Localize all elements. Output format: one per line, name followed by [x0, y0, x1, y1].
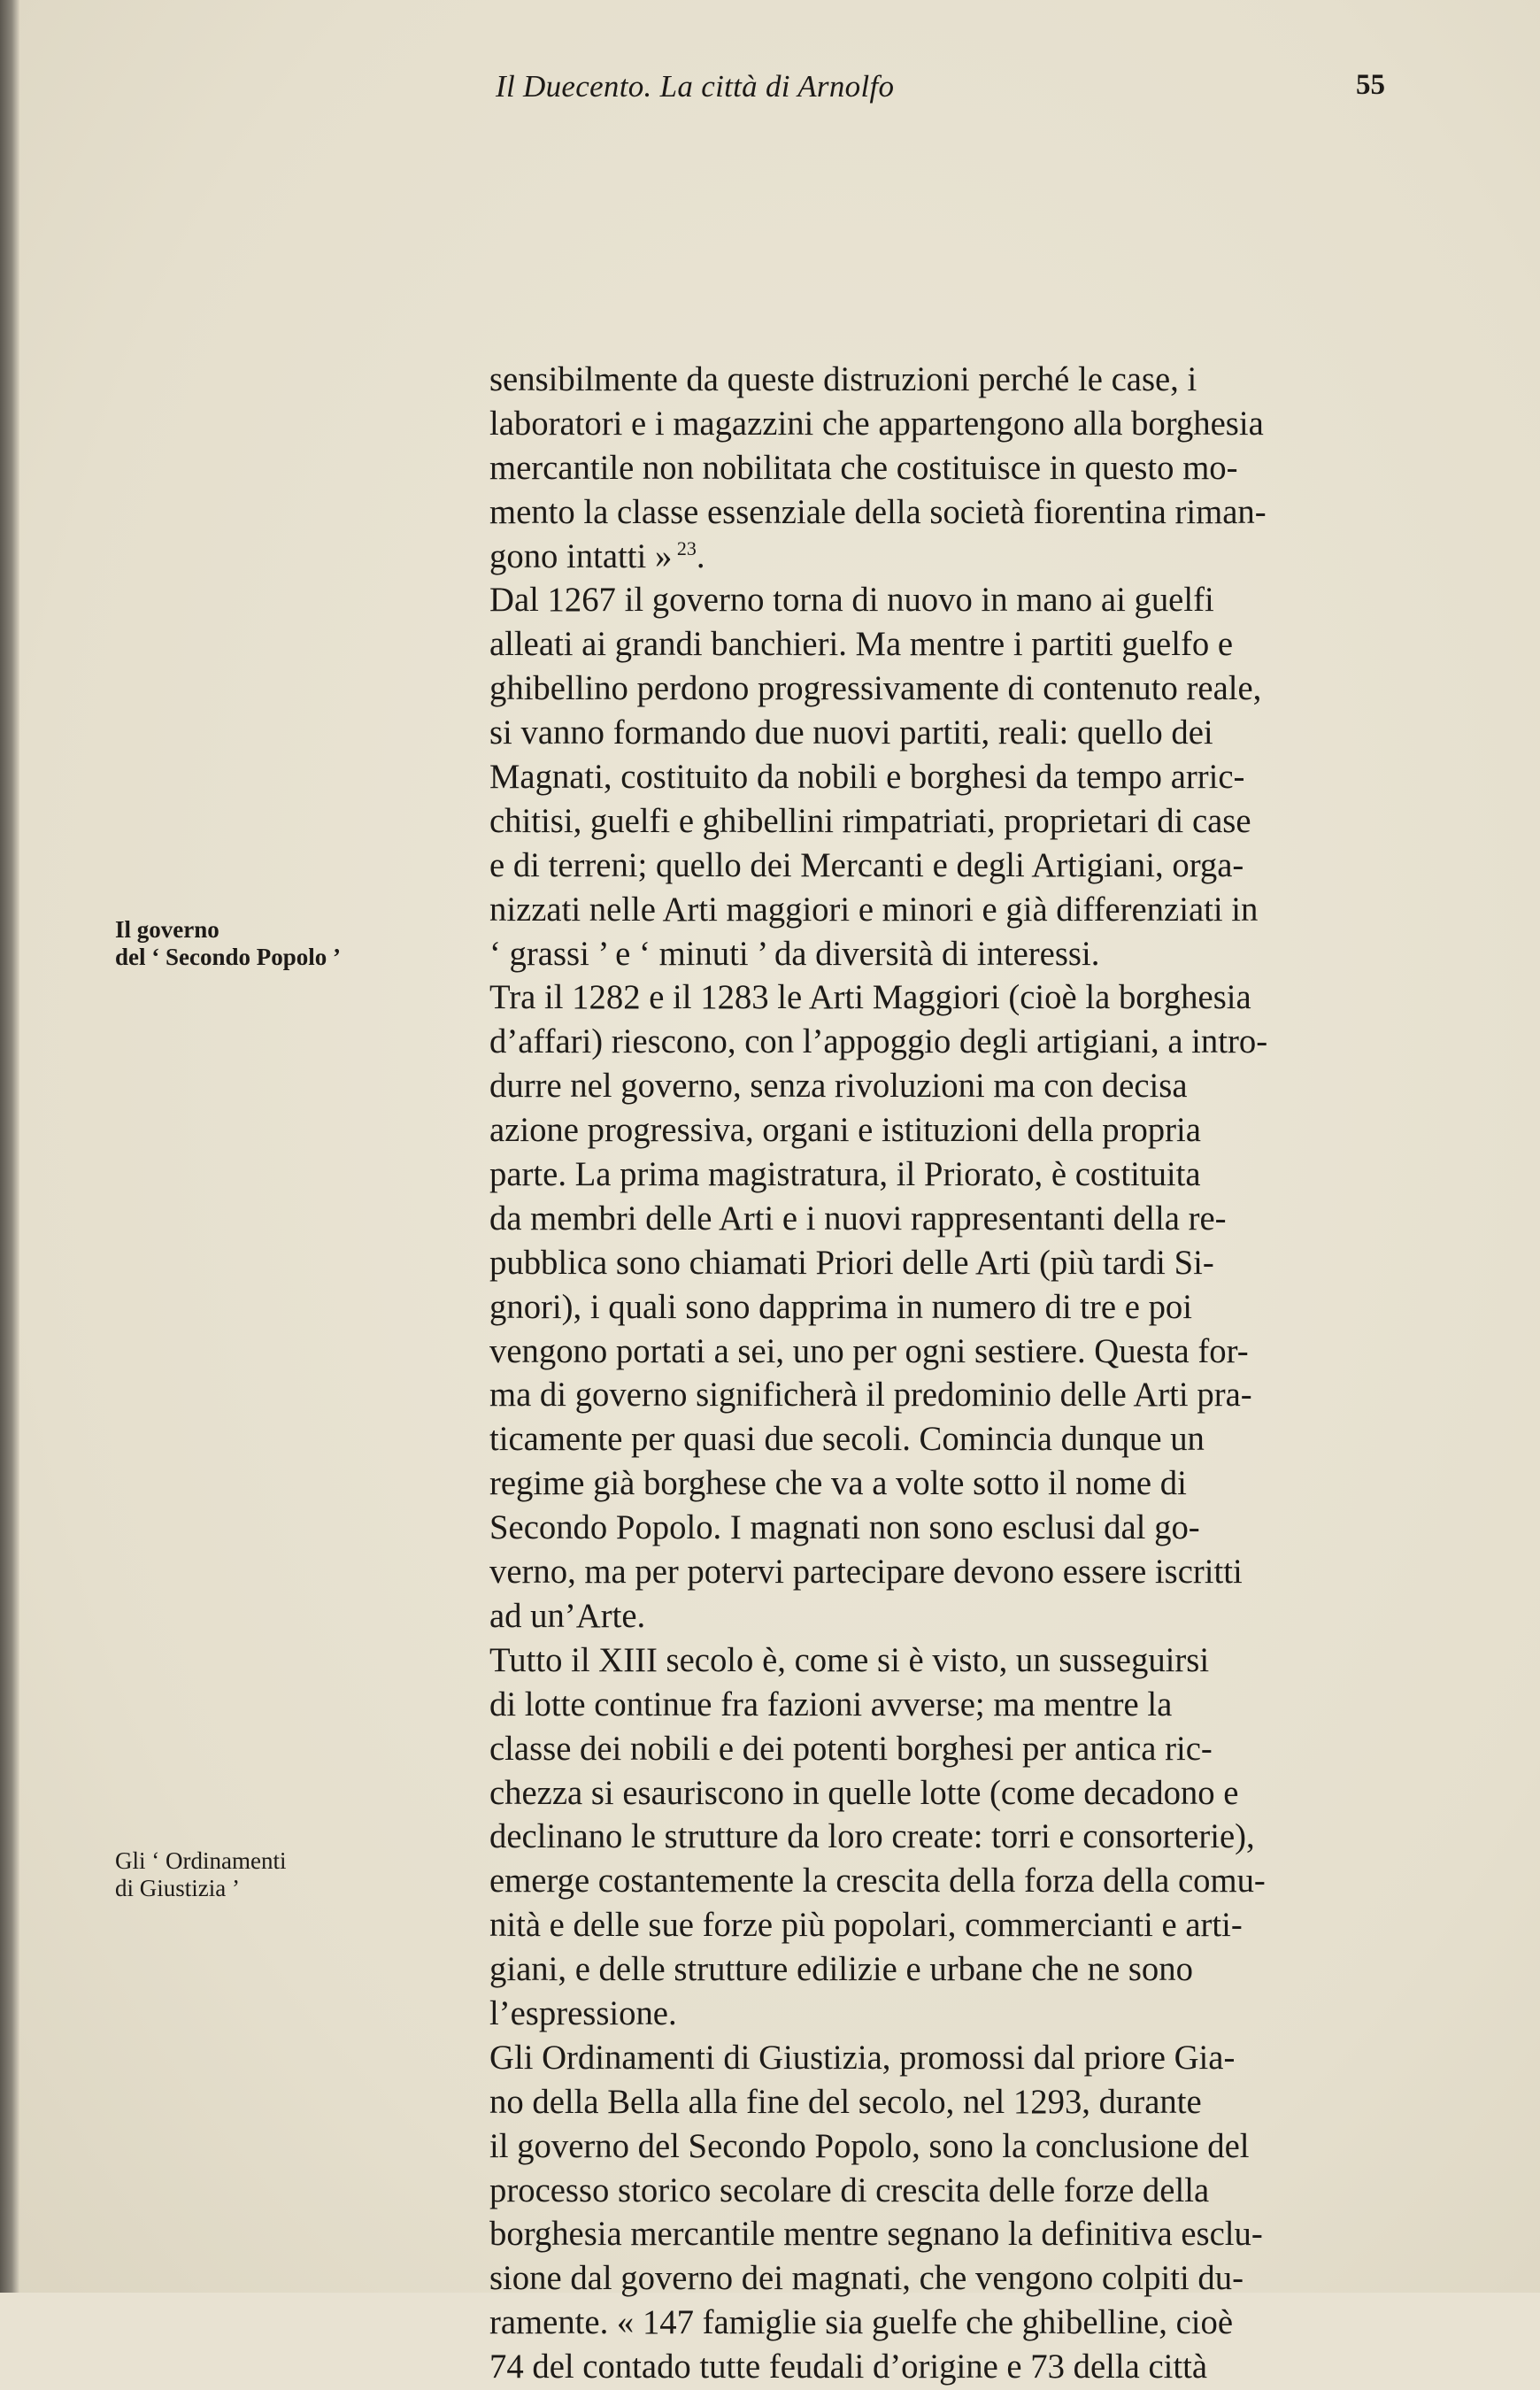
margin-note-line: Gli ‘ Ordinamenti [115, 1847, 287, 1874]
text-line: d’affari) riescono, con l’appoggio degli artigiani, a intro- [489, 1023, 1268, 1061]
margin-note-line: del ‘ Secondo Popolo ’ [115, 944, 342, 970]
text-line: giani, e delle strutture edilizie e urbane che ne sono [489, 1951, 1193, 1989]
running-title: Il Duecento. La città di Arnolfo [496, 69, 895, 104]
text-line: 74 del contado tutte feudali d’origine e 73 della città [489, 2348, 1208, 2386]
margin-note-line: Il governo [115, 916, 219, 943]
book-spine-shadow [0, 0, 19, 2293]
text-line: vengono portati a sei, uno per ogni sestiere. Questa for- [489, 1332, 1249, 1370]
text-line: gono intatti » $^{23}$. [489, 536, 705, 575]
text-line: ma di governo significherà il predominio delle Arti pra- [489, 1376, 1252, 1415]
text-line: mercantile non nobilitata che costituisce in questo mo- [489, 449, 1238, 487]
text-line: di lotte continue fra fazioni avverse; ma mentre la [489, 1685, 1173, 1723]
text-line: chitisi, guelfi e ghibellini rimpatriati, proprietari di case [489, 802, 1251, 840]
text-line: borghesia mercantile mentre segnano la definitiva esclu- [489, 2216, 1263, 2254]
text-line: si vanno formando due nuovi partiti, reali: quello dei [489, 714, 1213, 752]
text-line: azione progressiva, organi e istituzioni della propria [489, 1112, 1201, 1150]
text-line: Gli Ordinamenti di Giustizia, promossi dal priore Gia- [489, 2039, 1236, 2077]
body-text [489, 358, 1385, 2390]
margin-note-ordinamenti [115, 1847, 286, 1902]
text-line: nità e delle sue forze più popolari, commercianti e arti- [489, 1907, 1243, 1945]
text-line: gnori), i quali sono dapprima in numero di tre e poi [489, 1288, 1193, 1326]
text-line: alleati ai grandi banchieri. Ma mentre i partiti guelfo e [489, 626, 1234, 664]
text-line: chezza si esauriscono in quelle lotte (come decadono e [489, 1774, 1239, 1812]
text-line: Tutto il XIII secolo è, come si è visto, un susseguirsi [489, 1641, 1210, 1679]
text-line: il governo del Secondo Popolo, sono la conclusione del [489, 2127, 1250, 2165]
text-line: da membri delle Arti e i nuovi rappresentanti della re- [489, 1199, 1227, 1237]
text-line: ad un’Arte. [489, 1597, 646, 1635]
text-line: parte. La prima magistratura, il Priorato, è costituita [489, 1156, 1201, 1194]
text-line: classe dei nobili e dei potenti borghesi per antica ric- [489, 1730, 1213, 1768]
text-line: ticamente per quasi due secoli. Comincia dunque un [489, 1421, 1205, 1459]
footnote-reference: 23 [672, 536, 697, 559]
text-line: Magnati, costituito da nobili e borghesi da tempo arric- [489, 759, 1245, 797]
text-line: Tra il 1282 e il 1283 le Arti Maggiori (cioè la borghesia [489, 979, 1251, 1017]
text-line: processo storico secolare di crescita delle forze della [489, 2171, 1210, 2209]
text-line: emerge costantemente la crescita della forza della comu- [489, 1862, 1266, 1900]
text-line: e di terreni; quello dei Mercanti e degli Artigiani, orga- [489, 846, 1244, 884]
text-line: verno, ma per potervi partecipare devono essere iscritti [489, 1554, 1243, 1592]
text-line: regime già borghese che va a volte sotto il nome di [489, 1465, 1187, 1503]
text-line: laboratori e i magazzini che appartengono alla borghesia [489, 405, 1264, 443]
text-line: l’espressione. [489, 1994, 677, 2032]
text-line: sensibilmente da queste distruzioni perché le case, i [489, 361, 1197, 398]
text-line: ghibellino perdono progressivamente di contenuto reale, [489, 670, 1262, 708]
text-line: no della Bella alla fine del secolo, nel 1293, durante [489, 2083, 1202, 2121]
text-line: ramente. « 147 famiglie sia guelfe che ghibelline, cioè [489, 2304, 1234, 2342]
text-line: Dal 1267 il governo torna di nuovo in mano ai guelfi [489, 582, 1214, 620]
page-number: 55 [1356, 69, 1385, 101]
margin-note-governo [115, 916, 341, 971]
text-line: ‘ grassi ’ e ‘ minuti ’ da diversità di interessi. [489, 935, 1100, 973]
text-line: declinano le strutture da loro create: torri e consorterie), [489, 1818, 1255, 1856]
margin-note-line: di Giustizia ’ [115, 1875, 240, 1901]
text-line: mento la classe essenziale della società fiorentina riman- [489, 493, 1267, 531]
text-line: Secondo Popolo. I magnati non sono esclusi dal go- [489, 1509, 1200, 1547]
text-line: pubblica sono chiamati Priori delle Arti (più tardi Si- [489, 1244, 1214, 1282]
text-line: sione dal governo dei magnati, che vengono colpiti du- [489, 2260, 1244, 2298]
text-line: durre nel governo, senza rivoluzioni ma con decisa [489, 1068, 1188, 1106]
text-line: nizzati nelle Arti maggiori e minori e già differenziati in [489, 890, 1259, 929]
